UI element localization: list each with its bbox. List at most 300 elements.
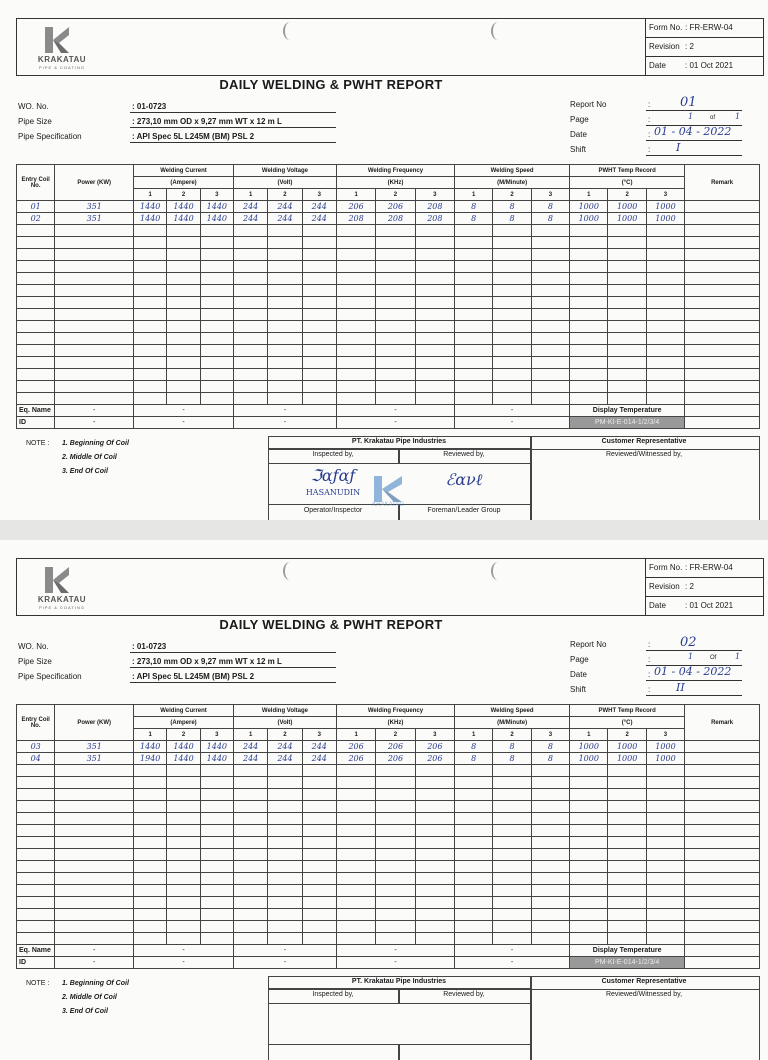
table-cell xyxy=(200,309,233,321)
table-cell xyxy=(233,873,267,885)
foreman-signature: ℰανℓ xyxy=(445,470,483,489)
table-cell xyxy=(302,933,336,945)
frequency-header: Welding Frequency xyxy=(336,165,454,177)
wo-label: WO. No. xyxy=(18,102,49,111)
table-cell xyxy=(646,933,684,945)
table-cell xyxy=(336,921,375,933)
table-cell xyxy=(531,837,569,849)
table-cell xyxy=(608,309,646,321)
table-cell xyxy=(685,933,760,945)
table-cell xyxy=(376,825,415,837)
colon: : xyxy=(648,655,651,664)
table-cell xyxy=(685,909,760,921)
table-cell xyxy=(685,921,760,933)
table-cell: 8 xyxy=(493,741,531,753)
table-cell xyxy=(233,285,267,297)
table-cell xyxy=(455,309,493,321)
table-cell xyxy=(167,813,200,825)
column-number: 2 xyxy=(268,729,302,741)
table-row xyxy=(17,321,760,333)
table-cell xyxy=(493,885,531,897)
table-cell xyxy=(302,297,336,309)
column-number: 2 xyxy=(493,729,531,741)
table-cell xyxy=(531,309,569,321)
table-row xyxy=(17,897,760,909)
table-cell xyxy=(570,801,608,813)
table-cell xyxy=(570,357,608,369)
table-row xyxy=(17,921,760,933)
table-cell xyxy=(302,381,336,393)
table-cell xyxy=(455,393,493,405)
table-cell xyxy=(55,837,134,849)
table-cell xyxy=(55,345,134,357)
table-cell xyxy=(608,345,646,357)
table-row xyxy=(17,345,760,357)
table-cell xyxy=(134,381,167,393)
reviewed-witnessed-label: Reviewed/Witnessed by, xyxy=(605,451,683,458)
table-cell xyxy=(415,309,454,321)
table-cell xyxy=(17,357,55,369)
table-cell xyxy=(493,777,531,789)
voltage-unit: (Volt) xyxy=(233,717,336,729)
table-cell xyxy=(415,873,454,885)
table-cell xyxy=(268,933,302,945)
table-row xyxy=(17,753,760,765)
table-cell xyxy=(167,801,200,813)
table-cell xyxy=(200,873,233,885)
remark-header: Remark xyxy=(685,165,760,201)
table-cell xyxy=(455,381,493,393)
table-cell xyxy=(134,897,167,909)
table-cell xyxy=(200,285,233,297)
table-cell xyxy=(134,273,167,285)
table-row xyxy=(17,861,760,873)
table-cell xyxy=(531,285,569,297)
company-logo xyxy=(17,559,105,615)
table-cell xyxy=(302,285,336,297)
eq-name-frequency: - xyxy=(336,945,454,957)
table-cell xyxy=(376,861,415,873)
table-cell xyxy=(531,789,569,801)
table-row xyxy=(17,309,760,321)
id-power: - xyxy=(55,417,134,429)
table-cell xyxy=(268,261,302,273)
table-cell xyxy=(646,297,684,309)
table-cell: 03 xyxy=(17,741,55,753)
company-stamp xyxy=(368,472,408,510)
form-no-value: : FR-ERW-04 xyxy=(685,23,733,32)
id-frequency: - xyxy=(336,957,454,969)
table-cell xyxy=(646,777,684,789)
table-cell xyxy=(268,897,302,909)
table-cell xyxy=(531,333,569,345)
pipe-spec-value: : API Spec 5L L245M (BM) PSL 2 xyxy=(132,132,255,141)
column-number: 3 xyxy=(200,189,233,201)
table-cell xyxy=(268,393,302,405)
table-cell xyxy=(415,933,454,945)
id-power: - xyxy=(55,957,134,969)
table-cell xyxy=(268,813,302,825)
table-cell: 1000 xyxy=(646,201,684,213)
table-cell xyxy=(685,813,760,825)
table-cell xyxy=(17,261,55,273)
table-cell xyxy=(336,273,375,285)
table-cell xyxy=(17,393,55,405)
table-cell xyxy=(376,849,415,861)
customer-rep-label: Customer Representative xyxy=(601,978,687,985)
table-cell xyxy=(646,261,684,273)
table-cell xyxy=(685,249,760,261)
report-no-label: Report No xyxy=(570,100,607,109)
company-logo xyxy=(17,19,105,75)
table-cell: 01 xyxy=(17,201,55,213)
table-cell xyxy=(167,297,200,309)
table-cell xyxy=(646,849,684,861)
table-cell xyxy=(233,801,267,813)
form-no-label: Form No. xyxy=(649,563,683,572)
table-cell xyxy=(167,765,200,777)
table-cell xyxy=(493,909,531,921)
table-cell xyxy=(233,849,267,861)
table-cell xyxy=(134,765,167,777)
table-row xyxy=(17,813,760,825)
table-cell xyxy=(134,873,167,885)
table-cell xyxy=(646,249,684,261)
table-cell: 1440 xyxy=(134,213,167,225)
table-cell xyxy=(134,861,167,873)
table-cell xyxy=(233,921,267,933)
table-cell: 04 xyxy=(17,753,55,765)
table-cell xyxy=(268,909,302,921)
table-cell xyxy=(302,885,336,897)
page-total: 1 xyxy=(735,112,741,121)
table-cell xyxy=(376,885,415,897)
frequency-header: Welding Frequency xyxy=(336,705,454,717)
table-cell xyxy=(646,333,684,345)
table-cell xyxy=(376,933,415,945)
table-cell xyxy=(376,897,415,909)
date-label: Date xyxy=(570,670,587,679)
table-cell xyxy=(646,861,684,873)
table-cell xyxy=(608,369,646,381)
table-cell: 244 xyxy=(268,741,302,753)
shift-value: II xyxy=(676,681,685,694)
table-cell xyxy=(570,897,608,909)
table-cell xyxy=(376,273,415,285)
table-cell xyxy=(55,285,134,297)
table-row xyxy=(17,249,760,261)
table-cell xyxy=(167,249,200,261)
table-cell xyxy=(302,861,336,873)
pipe-size-label: Pipe Size xyxy=(18,657,52,666)
table-cell xyxy=(570,249,608,261)
table-cell xyxy=(55,885,134,897)
table-cell xyxy=(376,237,415,249)
table-cell xyxy=(268,885,302,897)
table-cell xyxy=(455,765,493,777)
power-header: Power (KW) xyxy=(55,705,134,741)
table-cell xyxy=(376,813,415,825)
table-cell xyxy=(167,381,200,393)
table-cell: 208 xyxy=(336,213,375,225)
table-cell xyxy=(455,813,493,825)
eq-name-speed: - xyxy=(455,945,570,957)
table-cell xyxy=(336,873,375,885)
eq-name-current: - xyxy=(134,405,234,417)
table-cell xyxy=(570,933,608,945)
page-of: Of xyxy=(710,655,717,661)
table-cell: 244 xyxy=(268,213,302,225)
table-cell xyxy=(455,789,493,801)
column-number: 3 xyxy=(302,729,336,741)
table-cell: 1000 xyxy=(570,213,608,225)
table-row xyxy=(17,381,760,393)
table-cell xyxy=(685,345,760,357)
table-cell xyxy=(134,285,167,297)
form-info-box xyxy=(645,19,763,75)
table-cell xyxy=(302,261,336,273)
table-cell xyxy=(55,381,134,393)
table-cell xyxy=(17,885,55,897)
inspector-name: HASANUDIN xyxy=(305,488,361,497)
table-cell xyxy=(608,861,646,873)
table-cell xyxy=(302,309,336,321)
speed-header: Welding Speed xyxy=(455,705,570,717)
revision-label: Revision xyxy=(649,42,680,51)
table-cell xyxy=(55,849,134,861)
table-cell: 1440 xyxy=(167,741,200,753)
table-cell xyxy=(376,297,415,309)
signature-section xyxy=(16,976,760,1060)
table-cell xyxy=(55,393,134,405)
signature-section xyxy=(16,436,760,520)
table-cell xyxy=(55,765,134,777)
table-cell: 1440 xyxy=(167,213,200,225)
table-cell: 8 xyxy=(455,201,493,213)
table-cell xyxy=(493,333,531,345)
table-cell xyxy=(531,921,569,933)
table-cell xyxy=(167,333,200,345)
id-speed: - xyxy=(455,417,570,429)
table-cell xyxy=(55,321,134,333)
table-cell xyxy=(646,825,684,837)
display-temperature-label: Display Temperature xyxy=(570,945,685,957)
table-cell xyxy=(455,321,493,333)
table-cell xyxy=(376,333,415,345)
table-cell xyxy=(336,825,375,837)
krakatau-k-logo-icon xyxy=(43,565,71,595)
table-cell xyxy=(302,357,336,369)
table-cell xyxy=(200,369,233,381)
table-cell xyxy=(268,237,302,249)
report-no-label: Report No xyxy=(570,640,607,649)
table-cell xyxy=(455,861,493,873)
table-cell xyxy=(608,225,646,237)
form-date-label: Date xyxy=(649,61,666,70)
table-row xyxy=(17,237,760,249)
table-cell: 8 xyxy=(455,753,493,765)
table-cell xyxy=(493,789,531,801)
table-cell xyxy=(134,321,167,333)
table-cell xyxy=(233,309,267,321)
table-cell: 244 xyxy=(302,753,336,765)
table-cell xyxy=(455,333,493,345)
table-cell xyxy=(17,873,55,885)
table-cell xyxy=(233,837,267,849)
table-cell xyxy=(646,801,684,813)
table-cell xyxy=(17,861,55,873)
table-cell xyxy=(336,333,375,345)
table-cell xyxy=(608,789,646,801)
table-cell: 8 xyxy=(493,201,531,213)
table-cell: 1000 xyxy=(608,213,646,225)
table-cell xyxy=(233,357,267,369)
table-cell xyxy=(233,789,267,801)
table-cell xyxy=(685,297,760,309)
table-cell: 1440 xyxy=(167,753,200,765)
table-row xyxy=(17,285,760,297)
table-cell xyxy=(167,309,200,321)
table-cell xyxy=(302,873,336,885)
table-cell xyxy=(455,261,493,273)
table-cell xyxy=(200,381,233,393)
table-cell xyxy=(570,837,608,849)
eq-name-label: Eq. Name xyxy=(17,945,55,957)
table-cell xyxy=(608,321,646,333)
column-number: 1 xyxy=(233,729,267,741)
table-cell xyxy=(570,777,608,789)
table-cell xyxy=(531,321,569,333)
table-cell xyxy=(685,789,760,801)
table-cell xyxy=(608,885,646,897)
table-cell xyxy=(302,321,336,333)
table-cell xyxy=(167,873,200,885)
table-cell xyxy=(415,261,454,273)
stamp-text: KRAKATAU xyxy=(372,502,404,508)
shift-value: I xyxy=(676,141,681,154)
table-cell xyxy=(376,777,415,789)
table-cell xyxy=(55,933,134,945)
table-cell xyxy=(55,225,134,237)
table-cell xyxy=(455,273,493,285)
table-cell xyxy=(336,285,375,297)
table-cell xyxy=(415,777,454,789)
table-cell xyxy=(531,765,569,777)
table-cell xyxy=(531,261,569,273)
table-cell xyxy=(302,345,336,357)
welding-data-table xyxy=(16,704,760,969)
table-cell xyxy=(55,309,134,321)
table-cell: 1440 xyxy=(200,213,233,225)
table-cell xyxy=(200,261,233,273)
reviewed-by-label: Reviewed by, xyxy=(443,991,485,998)
table-cell xyxy=(608,909,646,921)
voltage-header: Welding Voltage xyxy=(233,165,336,177)
table-cell xyxy=(415,801,454,813)
column-number: 3 xyxy=(415,189,454,201)
table-cell xyxy=(268,861,302,873)
table-cell xyxy=(685,393,760,405)
table-cell xyxy=(455,825,493,837)
table-cell xyxy=(376,393,415,405)
table-cell xyxy=(608,261,646,273)
table-cell xyxy=(531,801,569,813)
form-header xyxy=(16,558,764,616)
table-cell xyxy=(570,333,608,345)
table-cell xyxy=(167,825,200,837)
table-cell xyxy=(17,933,55,945)
company-full-name: PT. Krakatau Pipe Industries xyxy=(351,978,447,985)
table-cell xyxy=(570,849,608,861)
table-cell xyxy=(336,849,375,861)
table-cell xyxy=(493,369,531,381)
table-cell xyxy=(134,801,167,813)
table-cell xyxy=(336,813,375,825)
table-cell xyxy=(493,273,531,285)
table-cell xyxy=(570,789,608,801)
table-cell xyxy=(268,357,302,369)
table-cell: 208 xyxy=(415,213,454,225)
table-cell xyxy=(455,777,493,789)
table-cell xyxy=(415,321,454,333)
table-cell xyxy=(455,369,493,381)
table-cell xyxy=(493,837,531,849)
eq-name-power: - xyxy=(55,405,134,417)
table-cell xyxy=(493,933,531,945)
note-label: NOTE : xyxy=(26,440,50,447)
column-number: 3 xyxy=(415,729,454,741)
table-cell xyxy=(570,261,608,273)
column-number: 2 xyxy=(608,189,646,201)
table-cell xyxy=(455,357,493,369)
inspected-by-label: Inspected by, xyxy=(312,991,354,998)
table-cell: 1000 xyxy=(570,753,608,765)
table-row xyxy=(17,213,760,225)
table-cell xyxy=(200,837,233,849)
table-cell xyxy=(570,369,608,381)
table-cell xyxy=(531,345,569,357)
table-cell xyxy=(302,909,336,921)
table-row xyxy=(17,261,760,273)
table-cell xyxy=(302,837,336,849)
table-cell xyxy=(55,273,134,285)
table-cell xyxy=(55,333,134,345)
table-cell xyxy=(646,321,684,333)
column-number: 1 xyxy=(570,189,608,201)
notes-block xyxy=(16,436,268,520)
table-cell xyxy=(415,789,454,801)
table-row xyxy=(17,297,760,309)
table-cell xyxy=(17,381,55,393)
table-cell xyxy=(134,261,167,273)
table-cell xyxy=(415,297,454,309)
table-cell xyxy=(336,777,375,789)
eq-name-label: Eq. Name xyxy=(17,405,55,417)
table-cell xyxy=(646,369,684,381)
table-cell xyxy=(415,249,454,261)
table-cell xyxy=(134,357,167,369)
table-cell xyxy=(336,249,375,261)
table-cell: 206 xyxy=(376,201,415,213)
table-cell xyxy=(200,333,233,345)
table-cell xyxy=(493,285,531,297)
table-cell xyxy=(268,345,302,357)
eq-name-speed: - xyxy=(455,405,570,417)
table-row xyxy=(17,909,760,921)
pipe-size-value: : 273,10 mm OD x 9,27 mm WT x 12 m L xyxy=(132,657,282,666)
note-item: 1. Beginning Of Coil xyxy=(62,440,129,447)
colon: : xyxy=(648,130,651,139)
